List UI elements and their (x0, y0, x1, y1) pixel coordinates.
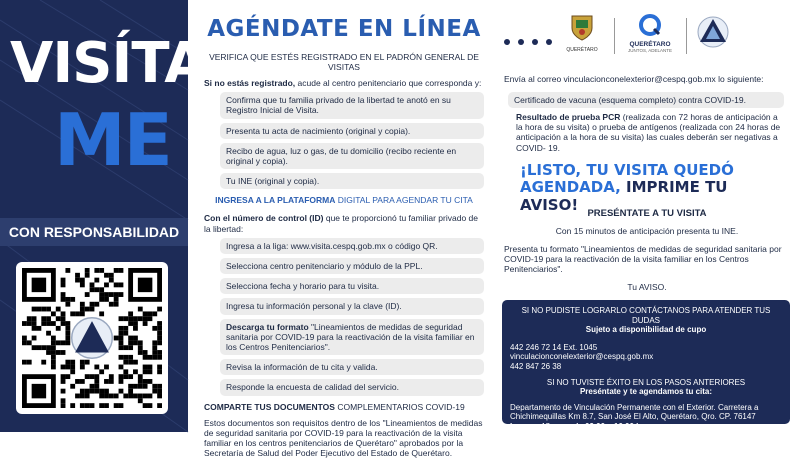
no-registrado-text: Si no estás registrado, acude al centro penitenciario que corresponda y: (204, 77, 482, 88)
contact-box (502, 300, 790, 431)
responsabilidad-banner: CON RESPONSABILIDAD (0, 218, 188, 246)
presenta-formato-text: Presenta tu formato "Lineamientos de medidas de seguridad sanitaria por COVID-19 para la reactivación de la visita familiar en los Centros Penitenciarios". (504, 244, 782, 275)
hours-text: Lunes a Viernes de 09.00 a 16.00 horas (510, 421, 658, 431)
pcr-text: Resultado de prueba PCR (realizada con 72 horas de anticipación a la hora de su visita) o prueba de antígenos (realizada con 24 horas de anticipación a la hora de su visita) las cuales deberán ser negativas a COVID- 19. (516, 112, 781, 153)
reg-item: Presenta tu acta de nacimiento (original y copia). (220, 123, 484, 139)
reg-item: Recibo de agua, luz o gas, de tu domicilio (recibo reciente en original y copia). (220, 143, 484, 169)
middle-column (204, 16, 484, 458)
logos-bar (500, 14, 790, 58)
juntos-label: JUNTOS, ADELANTE (628, 48, 672, 53)
aviso-text: Tu AVISO. (627, 282, 667, 292)
queretaro-state-logo (622, 14, 678, 53)
cespq-logo (696, 14, 730, 57)
queretaro-municipal-logo (562, 14, 602, 53)
qr-code-image (22, 268, 162, 408)
contact-heading: SI NO PUDISTE LOGRARLO CONTÁCTANOS PARA ATENDER TUS DUDAS (521, 306, 771, 325)
control-text: Con el número de control (ID) que te proporcionó tu familiar privado de la libertad: (204, 213, 478, 234)
exito-heading: SI NO TUVISTE ÉXITO EN LOS PASOS ANTERIORES (546, 377, 746, 387)
verify-text: VERIFICA QUE ESTÉS REGISTRADO EN EL PADRÓN GENERAL DE VISITAS (209, 51, 479, 72)
step-item: Selecciona centro penitenciario y módulo de la PPL. (220, 258, 484, 274)
shield-icon (570, 14, 594, 42)
step-item: Responde la encuesta de calidad del servicio. (220, 379, 484, 395)
visita-heading: VISÍTA (10, 31, 207, 96)
contact-subheading: Sujeto a disponibilidad de cupo (585, 325, 707, 335)
logo-divider (614, 18, 615, 54)
address-text: Departamento de Vinculación Permanente con el Exterior. Carretera a Chichimequillas Km 8.7, San José El Alto, Querétaro, Qro. CP. 76147 (510, 402, 759, 422)
compare-heading: COMPARTE TUS DOCUMENTOS COMPLEMENTARIOS COVID-19 (204, 401, 465, 412)
step-item: Ingresa a la liga: www.visita.cespq.gob.mx o código QR. (220, 238, 484, 254)
phone-1[interactable]: 442 246 72 14 Ext. 1045 (510, 342, 598, 352)
me-heading: ME (54, 98, 171, 182)
step-item: Selecciona fecha y horario para tu visita. (220, 278, 484, 294)
step-item-descarga: Descarga tu formato "Lineamientos de medidas de seguridad sanitaria por COVID-19 para la reactivación de la visita familiar en los Centros Penitenciarios". (220, 319, 484, 356)
certificado-item: Certificado de vacuna (esquema completo) contra COVID-19. (508, 92, 784, 108)
anticipacion-text: Con 15 minutos de anticipación presenta tu INE. (555, 226, 739, 236)
email-link[interactable]: vinculacionconelexterior@cespq.gob.mx (510, 352, 654, 362)
page-title: AGÉNDATE EN LÍNEA (207, 16, 481, 42)
dots-decoration (504, 32, 560, 50)
step-item: Ingresa tu información personal y la clave (ID). (220, 298, 484, 314)
queretaro-small-label: QUERÉTARO (566, 47, 598, 53)
q-logo-icon (637, 14, 663, 36)
reg-item: Tu INE (original y copia). (220, 173, 484, 189)
docs-text: Estos documentos son requisitos dentro de los "Lineamientos de medidas de seguridad sanitaria por COVID-19 para la reactivación de la visita familiar en los centros penitenciarios de Querétaro" aprobados por la Secretaría de Salud del Poder Ejecutivo del Estado de Querétaro. (204, 417, 483, 458)
exito-subheading: Preséntate y te agendamos tu cita: (579, 387, 713, 397)
envia-text: Envía al correo vinculacionconelexterior@cespq.gob.mx lo siguiente: (504, 74, 764, 84)
queretaro-label: QUERÉTARO (629, 41, 671, 48)
ingresa-plataforma-text[interactable]: INGRESA A LA PLATAFORMA DIGITAL PARA AGENDAR TU CITA (215, 195, 473, 206)
step-item: Revisa la información de tu cita y valida. (220, 359, 484, 375)
qr-code[interactable] (16, 262, 168, 414)
left-panel (0, 0, 207, 432)
listo-heading: ¡LISTO, TU VISITA QUEDÓ AGENDADA, IMPRIME TU AVISO! (520, 161, 734, 214)
presentate-heading: PRESÉNTATE A TU VISITA (587, 208, 707, 219)
triangle-emblem-icon (696, 14, 730, 52)
phone-2[interactable]: 442 847 26 38 (510, 361, 562, 371)
logo-divider (686, 18, 687, 54)
reg-item: Confirma que tu familia privado de la libertad te anotó en su Registro Inicial de Visita. (220, 92, 484, 118)
